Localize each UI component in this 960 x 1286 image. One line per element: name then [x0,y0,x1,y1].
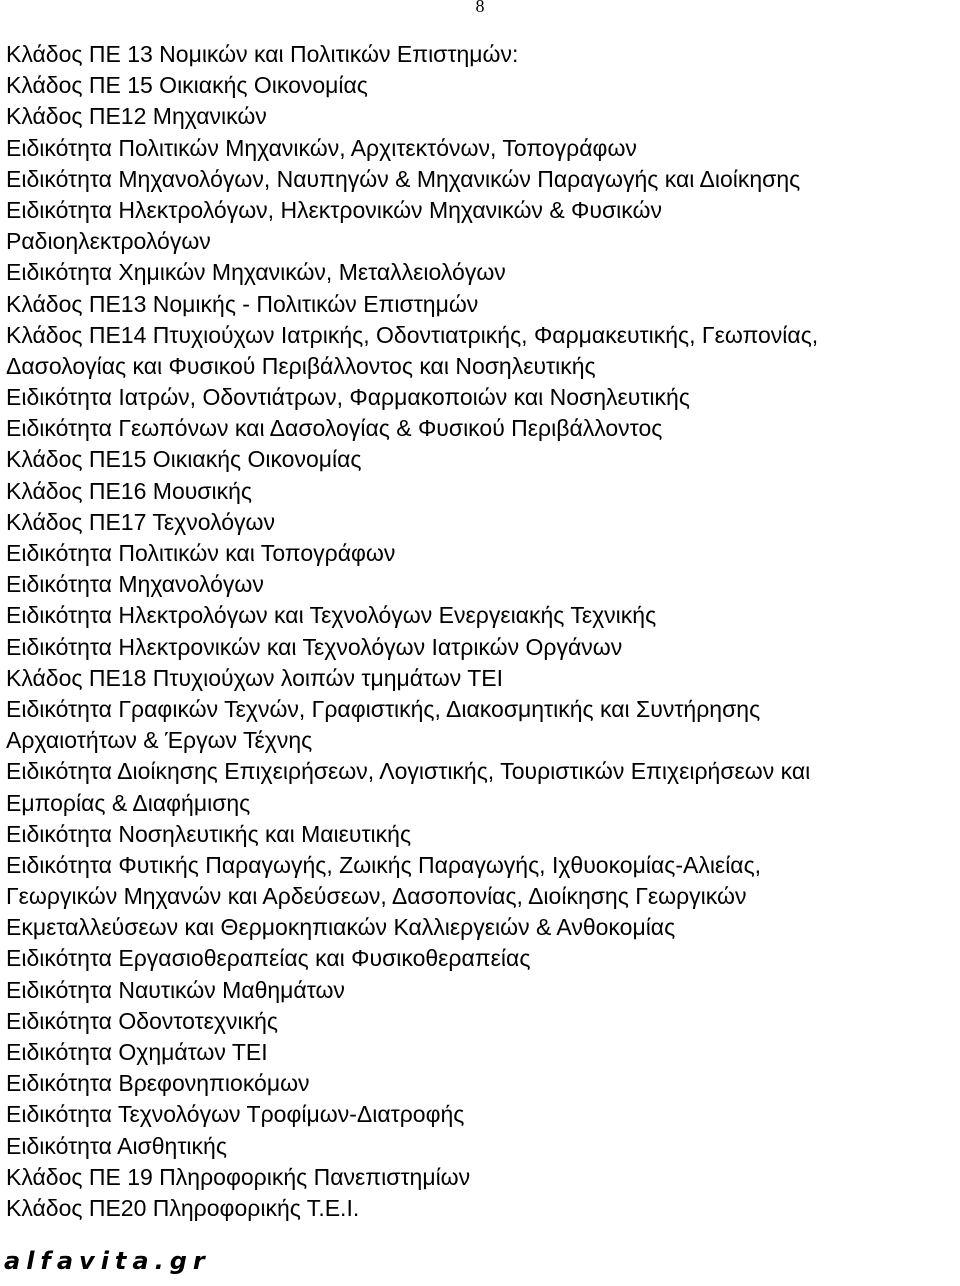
text-line: Ειδικότητα Γραφικών Τεχνών, Γραφιστικής, Διακοσμητικής και Συντήρησης [6,695,761,722]
text-line: Δασολογίας και Φυσικού Περιβάλλοντος και Νοσηλευτικής [6,352,596,379]
text-line: Κλάδος ΠΕ18 Πτυχιούχων λοιπών τμημάτων ΤΕΙ [6,664,504,691]
text-line: Ειδικότητα Φυτικής Παραγωγής, Ζωικής Παραγωγής, Ιχθυοκομίας-Αλιείας, [6,851,762,878]
text-line: Ειδικότητα Νοσηλευτικής και Μαιευτικής [6,820,412,847]
text-line: Ειδικότητα Τεχνολόγων Τροφίμων-Διατροφής [6,1101,465,1128]
text-line: Ειδικότητα Ηλεκτρολόγων και Τεχνολόγων Ενεργειακής Τεχνικής [6,602,657,629]
text-line: Εκμεταλλεύσεων και Θερμοκηπιακών Καλλιεργειών & Ανθοκομίας [6,914,676,941]
text-line: Εμπορίας & Διαφήμισης [6,789,251,816]
text-line: Ειδικότητα Ηλεκτρολόγων, Ηλεκτρονικών Μηχανικών & Φυσικών [6,196,662,223]
text-line: Ειδικότητα Ηλεκτρονικών και Τεχνολόγων Ιατρικών Οργάνων [6,633,623,660]
text-line: Κλάδος ΠΕ16 Μουσικής [6,477,252,504]
text-line: Ειδικότητα Πολιτικών Μηχανικών, Αρχιτεκτόνων, Τοπογράφων [6,134,637,161]
document-body [6,39,960,1224]
text-line: Ειδικότητα Μηχανολόγων [6,571,264,598]
text-line: Κλάδος ΠΕ20 Πληροφορικής Τ.Ε.Ι. [6,1194,360,1221]
page-number: 8 [475,0,485,16]
text-line: Γεωργικών Μηχανών και Αρδεύσεων, Δασοπονίας, Διοίκησης Γεωργικών [6,883,747,910]
text-line: Ειδικότητα Μηχανολόγων, Ναυπηγών & Μηχανικών Παραγωγής και Διοίκησης [6,165,801,192]
text-line: Κλάδος ΠΕ15 Οικιακής Οικονομίας [6,446,362,473]
watermark-logo: alfavita.gr [4,1247,211,1275]
text-line: Ειδικότητα Αισθητικής [6,1132,227,1159]
text-line: Κλάδος ΠΕ14 Πτυχιούχων Ιατρικής, Οδοντιατρικής, Φαρμακευτικής, Γεωπονίας, [6,321,819,348]
text-line: Αρχαιοτήτων & Έργων Τέχνης [6,727,313,754]
text-line: Κλάδος ΠΕ13 Νομικής - Πολιτικών Επιστημών [6,290,479,317]
text-line: Ραδιοηλεκτρολόγων [6,228,211,255]
text-line: Ειδικότητα Χημικών Μηχανικών, Μεταλλειολόγων [6,259,506,286]
text-line: Κλάδος ΠΕ17 Τεχνολόγων [6,508,275,535]
text-line: Κλάδος ΠΕ 15 Οικιακής Οικονομίας [6,72,368,99]
text-line: Κλάδος ΠΕ 13 Νομικών και Πολιτικών Επιστημών: [6,41,519,67]
text-line: Ειδικότητα Ιατρών, Οδοντιάτρων, Φαρμακοποιών και Νοσηλευτικής [6,384,690,411]
text-line: Κλάδος ΠΕ12 Μηχανικών [6,103,267,130]
text-line: Ειδικότητα Πολιτικών και Τοπογράφων [6,540,396,566]
text-line: Ειδικότητα Οδοντοτεχνικής [6,1007,278,1034]
text-line: Ειδικότητα Ναυτικών Μαθημάτων [6,976,345,1003]
text-line: Ειδικότητα Εργασιοθεραπείας και Φυσικοθεραπείας [6,945,531,972]
text-line: Ειδικότητα Γεωπόνων και Δασολογίας & Φυσικού Περιβάλλοντος [6,415,663,442]
text-line: Ειδικότητα Οχημάτων ΤΕΙ [6,1039,268,1065]
text-line: Ειδικότητα Διοίκησης Επιχειρήσεων, Λογιστικής, Τουριστικών Επιχειρήσεων και [6,758,811,785]
text-line: Ειδικότητα Βρεφονηπιοκόμων [6,1070,310,1097]
text-line: Κλάδος ΠΕ 19 Πληροφορικής Πανεπιστημίων [6,1163,471,1190]
